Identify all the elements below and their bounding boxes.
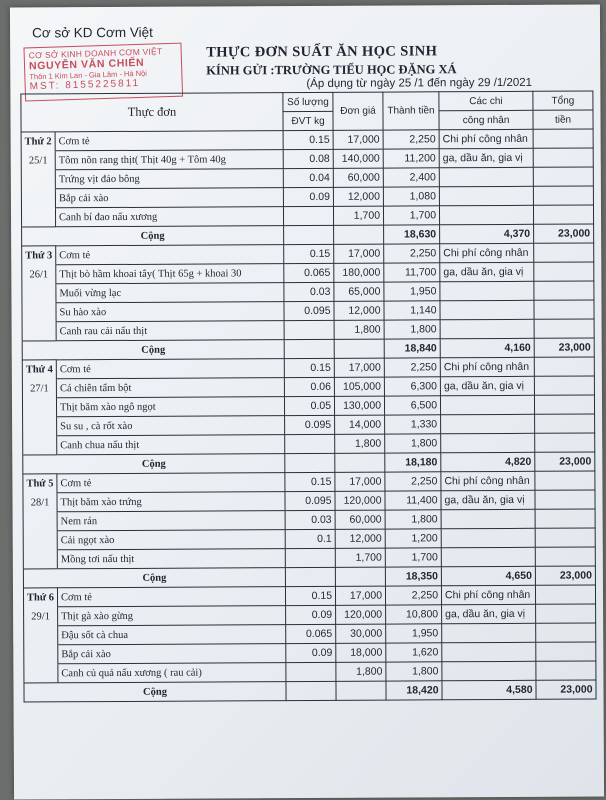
- day-fees: 4,370: [440, 224, 534, 243]
- fee-note: [441, 528, 535, 547]
- day-sum: 18,420: [386, 681, 442, 700]
- empty-total-cell: [536, 604, 596, 623]
- line-amount: 2,250: [385, 586, 441, 605]
- day-name: Thứ 5: [23, 474, 57, 493]
- day-date: 26/1: [22, 265, 56, 284]
- dish-name: Cá chiên tẩm bột: [56, 378, 284, 398]
- line-amount: 1,800: [385, 510, 441, 529]
- unit-price: 120,000: [335, 491, 385, 510]
- unit-price: 12,000: [335, 529, 385, 548]
- unit-price: 60,000: [335, 510, 385, 529]
- fee-note: [440, 300, 534, 319]
- dish-name: Đậu sốt cà chua: [58, 625, 286, 645]
- fee-note: Chi phí công nhân: [441, 585, 535, 604]
- dish-name: Cơm tẻ: [57, 587, 285, 607]
- quantity: 0.03: [285, 510, 335, 529]
- day-cell: [24, 626, 58, 645]
- day-cell: [21, 189, 55, 208]
- unit-price: 17,000: [334, 244, 384, 263]
- recipient: KÍNH GỬI :TRƯỜNG TIỂU HỌC ĐẶNG XÁ: [206, 62, 457, 78]
- empty-total-cell: [536, 642, 596, 661]
- unit-price: 65,000: [334, 282, 384, 301]
- day-cell: [22, 398, 56, 417]
- unit-price: 17,000: [334, 358, 384, 377]
- fee-note: ga, dầu ăn, gia vị: [441, 490, 535, 509]
- quantity: [286, 662, 336, 681]
- stamp-line: CƠ SỞ KINH DOANH CƠM VIỆT: [28, 46, 163, 61]
- dish-name: Bắp cải xào: [55, 188, 283, 208]
- line-amount: 6,500: [384, 396, 440, 415]
- dish-name: Cơm tẻ: [55, 131, 283, 151]
- fee-note: [440, 395, 534, 414]
- day-sum: 18,630: [384, 225, 440, 244]
- day-cell: [22, 303, 56, 322]
- line-amount: 6,300: [384, 377, 440, 396]
- fee-note: Chi phí công nhân: [441, 471, 535, 490]
- header-price: Đơn giá: [333, 92, 383, 130]
- day-total: 23,000: [535, 452, 595, 471]
- fee-note: ga, dầu ăn, gia vị: [442, 604, 536, 623]
- empty-cell: [335, 453, 385, 472]
- day-total: 23,000: [535, 566, 595, 585]
- unit-price: 12,000: [334, 301, 384, 320]
- day-cell: [21, 170, 55, 189]
- total-row: [24, 680, 596, 702]
- fee-note: Chi phí công nhân: [440, 243, 534, 262]
- quantity: [284, 320, 334, 339]
- empty-total-cell: [536, 623, 596, 642]
- quantity: 0.06: [284, 377, 334, 396]
- quantity: 0.08: [283, 149, 333, 168]
- fee-note: ga, dầu ăn, gia vị: [439, 148, 533, 167]
- quantity: [283, 206, 333, 225]
- day-cell: [24, 664, 58, 683]
- total-label: Cộng: [23, 454, 285, 474]
- unit-price: 30,000: [336, 624, 386, 643]
- line-amount: 2,250: [385, 472, 441, 491]
- fee-note: Chi phí công nhân: [439, 129, 533, 148]
- fee-note: [441, 414, 535, 433]
- fee-note: [441, 547, 535, 566]
- empty-cell: [335, 567, 385, 586]
- fee-note: [441, 509, 535, 528]
- quantity: 0.03: [284, 282, 334, 301]
- fee-note: Chi phí công nhân: [440, 357, 534, 376]
- fee-note: [442, 623, 536, 642]
- unit-price: 180,000: [334, 263, 384, 282]
- day-cell: [23, 550, 57, 569]
- dish-name: Su hào xào: [56, 302, 284, 322]
- empty-total-cell: [535, 414, 595, 433]
- line-amount: 1,200: [385, 529, 441, 548]
- line-amount: 1,950: [384, 282, 440, 301]
- day-cell: [23, 531, 57, 550]
- fee-note: [442, 642, 536, 661]
- empty-cell: [334, 339, 384, 358]
- line-amount: 2,250: [384, 244, 440, 263]
- line-amount: 10,800: [386, 605, 442, 624]
- unit-price: 60,000: [333, 168, 383, 187]
- line-amount: 1,620: [386, 643, 442, 662]
- dish-name: Canh bí đao nấu xương: [55, 207, 283, 227]
- quantity: 0.065: [284, 263, 334, 282]
- line-amount: 2,250: [384, 358, 440, 377]
- empty-total-cell: [533, 129, 593, 148]
- organization-name: Cơ sở KD Cơm Việt: [32, 24, 153, 41]
- empty-total-cell: [536, 661, 596, 680]
- menu-body: [21, 129, 596, 702]
- dish-name: Cải ngọt xào: [57, 530, 285, 550]
- dish-name: Trứng vịt đảo bông: [55, 169, 283, 189]
- dish-name: Bắp cải xào: [58, 644, 286, 664]
- empty-total-cell: [535, 547, 595, 566]
- day-fees: 4,650: [441, 566, 535, 585]
- empty-cell: [336, 681, 386, 700]
- quantity: 0.09: [283, 187, 333, 206]
- line-amount: 1,140: [384, 301, 440, 320]
- day-total: 23,000: [534, 338, 594, 357]
- dish-name: Tôm nõn rang thịt( Thịt 40g + Tôm 40g: [55, 150, 283, 170]
- day-fees: 4,160: [440, 338, 534, 357]
- day-date: 27/1: [22, 379, 56, 398]
- empty-cell: [284, 339, 334, 358]
- header-total-2: tiền: [533, 110, 593, 129]
- header-amount: Thành tiền: [383, 92, 439, 130]
- day-cell: [23, 417, 57, 436]
- quantity: 0.05: [284, 396, 334, 415]
- line-amount: 11,200: [383, 149, 439, 168]
- quantity: [285, 434, 335, 453]
- line-amount: 2,400: [383, 168, 439, 187]
- empty-cell: [334, 225, 384, 244]
- empty-total-cell: [533, 186, 593, 205]
- quantity: 0.1: [285, 529, 335, 548]
- dish-name: Canh củ quả nấu xương ( rau cải): [58, 663, 286, 683]
- dish-name: Thịt băm xào trứng: [57, 492, 285, 512]
- empty-total-cell: [535, 490, 595, 509]
- header-menu: Thực đơn: [21, 93, 283, 132]
- day-sum: 18,840: [384, 339, 440, 358]
- dish-name: Nem rán: [57, 511, 285, 531]
- day-name: Thứ 2: [21, 132, 55, 151]
- line-amount: 11,400: [385, 491, 441, 510]
- dish-name: Thịt gà xào gừng: [58, 606, 286, 626]
- stamp-tax-id: MST: 8155225811: [29, 77, 141, 93]
- quantity: 0.065: [286, 624, 336, 643]
- empty-total-cell: [535, 471, 595, 490]
- unit-price: 130,000: [334, 396, 384, 415]
- empty-total-cell: [534, 243, 594, 262]
- line-amount: 1,800: [386, 662, 442, 681]
- day-date: 25/1: [21, 151, 55, 170]
- quantity: 0.095: [284, 301, 334, 320]
- dish-name: Cơm tẻ: [57, 473, 285, 493]
- dish-name: Canh chua nấu thịt: [57, 435, 285, 455]
- quantity: [285, 548, 335, 567]
- day-name: Thứ 4: [22, 360, 56, 379]
- fee-note: [439, 205, 533, 224]
- stamp-address: Thôn 1 Kim Lan - Gia Lâm - Hà Nội: [29, 68, 148, 82]
- line-amount: 2,250: [383, 130, 439, 149]
- dish-name: Thịt bò hầm khoai tây( Thịt 65g + khoai 30: [56, 264, 284, 284]
- unit-price: 17,000: [335, 586, 385, 605]
- day-name: Thứ 3: [22, 246, 56, 265]
- unit-price: 17,000: [333, 130, 383, 149]
- empty-total-cell: [535, 433, 595, 452]
- empty-cell: [285, 453, 335, 472]
- fee-note: [441, 433, 535, 452]
- line-amount: 1,700: [383, 206, 439, 225]
- fee-note: ga, dầu ăn, gia vị: [440, 262, 534, 281]
- empty-cell: [285, 567, 335, 586]
- dish-name: Cơm tẻ: [56, 245, 284, 265]
- empty-total-cell: [533, 148, 593, 167]
- dish-name: Mồng tơi nấu thịt: [57, 549, 285, 569]
- day-name: Thứ 6: [23, 588, 57, 607]
- fee-note: [442, 661, 536, 680]
- unit-price: 1,800: [334, 320, 384, 339]
- day-sum: 18,350: [385, 567, 441, 586]
- unit-price: 1,800: [336, 662, 386, 681]
- total-label: Cộng: [22, 340, 284, 360]
- day-cell: [22, 284, 56, 303]
- empty-total-cell: [534, 395, 594, 414]
- quantity: 0.15: [283, 130, 333, 149]
- quantity: 0.095: [285, 491, 335, 510]
- fee-note: [440, 319, 534, 338]
- line-amount: 11,700: [384, 263, 440, 282]
- empty-total-cell: [535, 509, 595, 528]
- line-amount: 1,330: [385, 415, 441, 434]
- unit-price: 17,000: [335, 472, 385, 491]
- unit-price: 140,000: [333, 149, 383, 168]
- quantity: 0.095: [285, 415, 335, 434]
- empty-total-cell: [534, 300, 594, 319]
- line-amount: 1,950: [386, 624, 442, 643]
- day-total: 23,000: [536, 680, 596, 699]
- total-label: Cộng: [23, 568, 285, 588]
- day-cell: [23, 436, 57, 455]
- empty-total-cell: [534, 357, 594, 376]
- document-title: THỰC ĐƠN SUẤT ĂN HỌC SINH: [206, 43, 438, 61]
- empty-total-cell: [534, 281, 594, 300]
- quantity: 0.15: [285, 472, 335, 491]
- quantity: 0.15: [284, 244, 334, 263]
- menu-table: [20, 90, 596, 702]
- day-cell: [21, 208, 55, 227]
- empty-total-cell: [534, 262, 594, 281]
- empty-cell: [286, 681, 336, 700]
- day-cell: [23, 512, 57, 531]
- fee-note: ga, dầu ăn, gia vị: [440, 376, 534, 395]
- header-qty: Số lượng: [283, 92, 333, 111]
- total-label: Cộng: [24, 682, 286, 702]
- empty-total-cell: [533, 167, 593, 186]
- day-cell: [24, 645, 58, 664]
- unit-price: 18,000: [336, 643, 386, 662]
- empty-total-cell: [534, 319, 594, 338]
- header-fees: Các chi: [439, 91, 533, 110]
- dish-name: Cơm tẻ: [56, 359, 284, 379]
- dish-name: Thịt băm xào ngô ngọt: [56, 397, 284, 417]
- menu-document: [10, 4, 604, 799]
- empty-total-cell: [535, 585, 595, 604]
- line-amount: 1,700: [385, 548, 441, 567]
- fee-note: [440, 281, 534, 300]
- unit-price: 14,000: [335, 415, 385, 434]
- date-range: (Áp dụng từ ngày 25 /1 đến ngày 29 /1/2021: [306, 76, 533, 90]
- header-unit: ĐVT kg: [283, 111, 333, 130]
- empty-total-cell: [533, 205, 593, 224]
- unit-price: 1,700: [333, 206, 383, 225]
- dish-name: Canh rau cải nấu thịt: [56, 321, 284, 341]
- unit-price: 1,800: [335, 434, 385, 453]
- day-cell: [22, 322, 56, 341]
- header-fees-2: công nhân: [439, 110, 533, 129]
- day-sum: 18,180: [385, 453, 441, 472]
- empty-cell: [284, 225, 334, 244]
- line-amount: 1,800: [385, 434, 441, 453]
- day-date: 28/1: [23, 493, 57, 512]
- fee-note: [439, 167, 533, 186]
- quantity: 0.09: [286, 605, 336, 624]
- quantity: 0.15: [284, 358, 334, 377]
- unit-price: 1,700: [335, 548, 385, 567]
- day-fees: 4,580: [442, 680, 536, 699]
- unit-price: 12,000: [333, 187, 383, 206]
- quantity: 0.15: [285, 586, 335, 605]
- day-fees: 4,820: [441, 452, 535, 471]
- dish-name: Muối vừng lạc: [56, 283, 284, 303]
- dish-name: Su su , cà rốt xào: [57, 416, 285, 436]
- quantity: 0.09: [286, 643, 336, 662]
- quantity: 0.04: [283, 168, 333, 187]
- header-total: Tổng: [533, 91, 593, 110]
- stamp-owner: NGUYỄN VĂN CHIẾN: [28, 56, 145, 73]
- fee-note: [439, 186, 533, 205]
- empty-total-cell: [534, 376, 594, 395]
- line-amount: 1,800: [384, 320, 440, 339]
- line-amount: 1,080: [383, 187, 439, 206]
- unit-price: 105,000: [334, 377, 384, 396]
- day-total: 23,000: [534, 224, 594, 243]
- unit-price: 120,000: [336, 605, 386, 624]
- total-label: Cộng: [22, 226, 284, 246]
- day-date: 29/1: [24, 607, 58, 626]
- empty-total-cell: [535, 528, 595, 547]
